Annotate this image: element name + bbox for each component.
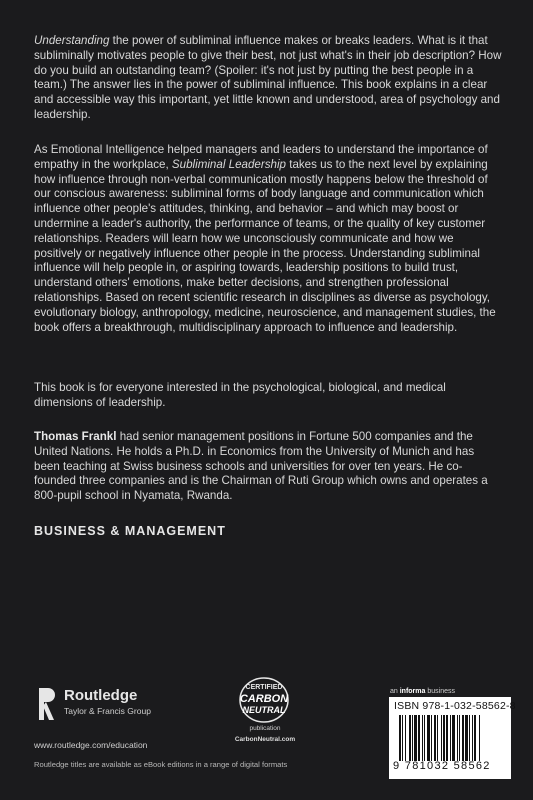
blurb-text: takes us to the next level by explaining how influence through non-verbal communication mostly happens below the threshold of our conscious awareness: subliminal forms of body language and communication which influence other people's attitudes, thinking, and behavior – and which may boost or undermine a leader's authority, the performance of teams, or the quality of key customer relationships. Readers will learn how we unconsciously communicate and how we positively or negatively influence other people in the process. Understanding subliminal influence will help people in, or aspiring towards, leadership positions to build trust, understand others' emotions, make better decisions, and strengthen professional relationships. Based on recent scientific research in disciplines as diverse as psychology, evolutionary biology, anthropology, medicine, neuroscience, and management studies, the book offers a breakthrough, multidisciplinary approach to influence and leadership. — [34, 157, 496, 334]
author-name: Thomas Frankl — [34, 430, 117, 443]
blurb-text: As Emotional Intelligence helped managers and leaders to understand the importance of empathy in the workplace, — [34, 143, 488, 171]
author-bio-text: had senior management positions in Fortune 500 companies and the United Nations. He holds a Ph.D. in Economics from the University of Munich and has been teaching at Swiss business schools and universities for over ten years. He co-founded three companies and is the Chairman of Ruti Group which owns and operates a 800-pupil school in Nyamata, Rwanda. — [34, 430, 488, 503]
category-label: BUSINESS & MANAGEMENT — [34, 524, 226, 538]
book-title-emphasis: Subliminal Leadership — [171, 157, 286, 171]
informa-brand: informa — [399, 688, 426, 695]
isbn-barcode — [389, 697, 516, 779]
carbon-publication-label: publication — [249, 725, 281, 732]
carbon-neutral-logo-icon — [229, 676, 299, 724]
author-bio — [34, 430, 502, 504]
blurb-emphasis: Understanding — [34, 34, 110, 47]
carbon-url: CarbonNeutral.com — [234, 736, 296, 743]
carbon-word-text: CARBON — [239, 693, 289, 705]
audience-text: This book is for everyone interested in the psychological, biological, and medical dimensions of leadership. — [34, 381, 446, 409]
blurb-paragraph-1 — [34, 34, 502, 123]
informa-business-label: an informa business — [390, 688, 455, 695]
publisher-url[interactable]: www.routledge.com/education — [34, 740, 148, 750]
carbon-certified-text: CERTIFIED — [245, 684, 283, 691]
blurb-paragraph-2 — [34, 143, 502, 335]
publisher-group: Taylor & Francis Group — [64, 706, 151, 716]
ebook-footnote: Routledge titles are available as eBook editions in a range of digital formats — [34, 760, 288, 769]
blurb-text: the power of subliminal influence makes or breaks leaders. What is it that subliminally motivates people to give their best, not just what's in their job description? How do you build an outstanding team? (Spoiler: it's not just by putting the best people in a team.) The answer lies in the power of subliminal influence. This book explains in a clear and accessible way this important, yet little known and understood, area of psychology and leadership. — [34, 34, 502, 121]
isbn-text: ISBN 978-1-032-58562-8 — [394, 700, 516, 712]
routledge-logo-icon — [34, 684, 56, 724]
publisher-name: Routledge — [64, 687, 138, 704]
blurb-paragraph-3 — [34, 381, 502, 411]
carbon-neutral-text: NEUTRAL — [242, 705, 286, 715]
barcode-bars-icon — [399, 715, 503, 761]
barcode-number: 9 781032 58562 — [393, 760, 491, 772]
